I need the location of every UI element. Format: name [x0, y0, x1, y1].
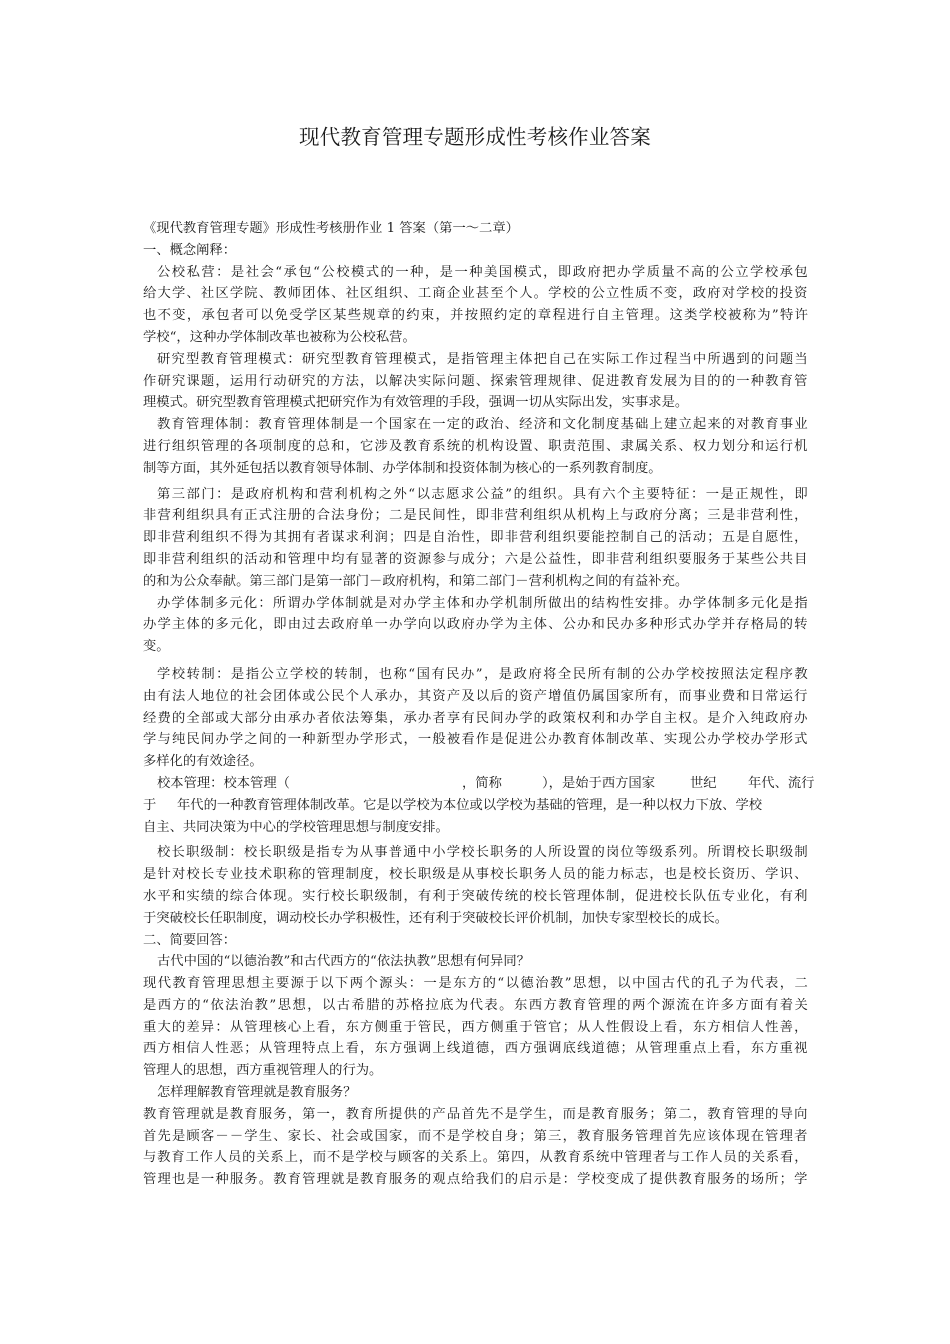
paragraph-line: 学 与 纯 民 间 办 学 之 间 的 一 种 新 型 办 学 形 式 ， 一 般 被 看 作 是 促 进 公 办 教 育 体 制 改 革 、 实 现 公 办 学 校 办 学 形 式: [143, 732, 808, 748]
paragraph-line: 学校“，这种办学体制改革也被称为公校私营。: [143, 329, 416, 345]
paragraph-third-sector: [143, 484, 808, 593]
paragraph-diversified-school-running: [143, 593, 808, 658]
paragraph-school-based-management: [143, 773, 815, 838]
document-title: 现代教育管理专题形成性考核作业答案: [299, 125, 651, 149]
paragraph-research-management-model: [143, 349, 808, 414]
paragraph-line: 由 有 法 人 地 位 的 社 会 团 体 或 公 民 个 人 承 办 ， 其 资 产 及 以 后 的 资 产 增 值 仍 属 国 家 所 有 ， 而 事 业 费 和 日 常 运 行: [143, 688, 808, 704]
paragraph-line: 学 校 转 制 ： 是 指 公 立 学 校 的 转 制 ， 也 称 “ 国 有 民 办 ” ， 是 政 府 将 全 民 所 有 制 的 公 办 学 校 按 照 法 定 程 序 教: [157, 666, 808, 682]
paragraph-line: 西 方 相 信 人 性 恶 ； 从 管 理 特 点 上 看 ， 东 方 强 调 上 线 道 德 ， 西 方 强 调 底 线 道 德 ； 从 管 理 重 点 上 看 ， 东 方 重 视: [143, 1041, 808, 1057]
paragraph-line: 经 费 的 全 部 或 大 部 分 由 承 办 者 依 法 筹 集 ， 承 办 者 享 有 民 间 办 学 的 政 策 权 利 和 办 学 自 主 权 。 是 介 入 纯 政 府 办: [143, 710, 808, 726]
document-header: 《现代教育管理专题》形成性考核册作业 1 答案（第一～二章）: [143, 221, 519, 236]
paragraph-line: 管 理 也 是 一 种 服 务 。 教 育 管 理 就 是 教 育 服 务 的 观 点 给 我 们 的 启 示 是 ： 学 校 变 成 了 提 供 教 育 服 务 的 场 所 ； 学: [143, 1172, 808, 1188]
answer-2: [143, 1104, 808, 1191]
paragraph-line: 与 教 育 工 作 人 员 的 关 系 上 ， 而 不 是 学 校 与 顾 客 的 关 系 上 。 第 四 ， 从 教 育 系 统 中 管 理 者 与 工 作 人 员 的 关 系 看 ，: [143, 1150, 808, 1166]
paragraph-line: 自主、共同决策为中心的学校管理思想与制度安排。: [143, 819, 449, 835]
paragraph-line: 办 学 体 制 多 元 化 ： 所 谓 办 学 体 制 就 是 对 办 学 主 体 和 办 学 机 制 所 做 出 的 结 构 性 安 排 。 办 学 体 制 多 元 化 是 指: [157, 595, 808, 611]
paragraph-management-system: [143, 414, 808, 479]
paragraph-principal-rank-system: [143, 842, 808, 929]
paragraph-line: 非 营 利 组 织 具 有 正 式 注 册 的 合 法 身 份 ； 二 是 民 间 性 ， 即 非 营 利 组 织 从 机 构 上 与 政 府 分 离 ； 三 是 非 营 利 性 ，: [143, 508, 808, 524]
paragraph-line: [143, 795, 808, 817]
paragraph-line: 公 校 私 营 ： 是 社 会 “ 承 包 “ 公 校 模 式 的 一 种 ， 是 一 种 美 国 模 式 ， 即 政 府 把 办 学 质 量 不 高 的 公 立 学 校 承 包: [157, 264, 808, 280]
text-fragment: ，简称: [462, 775, 502, 791]
text-fragment: 于: [143, 797, 157, 813]
paragraph-line: 的和为公众奉献。第三部门是第一部门－政府机构，和第二部门－营利机构之间的有益补充。: [143, 573, 689, 589]
text-fragment: 世纪: [690, 775, 717, 791]
text-fragment: 年代的一种教育管理体制改革。它是以学校为本位或以学校为基础的管理，是一种以权力下放、学校: [177, 797, 763, 813]
paragraph-line: 进 行 组 织 管 理 的 各 项 制 度 的 总 和 ， 它 涉 及 教 育 系 统 的 机 构 设 置 、 职 责 范 围 、 隶 属 关 系 、 权 力 划 分 和 运 行 机: [143, 438, 808, 454]
question-1: 古代中国的“以德治教”和古代西方的“依法执教”思想有何异同？: [157, 954, 530, 970]
paragraph-line: 变。: [143, 639, 170, 655]
paragraph-line: 多样化的有效途径。: [143, 754, 263, 770]
paragraph-line: 给 大 学 、 社 区 学 院 、 教 师 团 体 、 社 区 组 织 、 工 商 企 业 甚 至 个 人 。 学 校 的 公 立 性 质 不 变 ， 政 府 对 学 校 的 投 资: [143, 286, 808, 302]
paragraph-line: 理模式。研究型教育管理模式把研究作为有效管理的手段，强调一切从实际出发，实事求是。: [143, 395, 689, 411]
paragraph-line: 现 代 教 育 管 理 思 想 主 要 源 于 以 下 两 个 源 头 ： 一 是 东 方 的 “ 以 德 治 教 ” 思 想 ， 以 中 国 古 代 的 孔 子 为 代 表 ， 二: [143, 976, 808, 992]
paragraph-line: 于突破校长任职制度，调动校长办学积极性，还有利于突破校长评价机制，加快专家型校长的成长。: [143, 910, 729, 926]
paragraph-line: 第 三 部 门 ： 是 政 府 机 构 和 营 利 机 构 之 外 “ 以 志 愿 求 公 益 ” 的 组 织 。 具 有 六 个 主 要 特 征 ： 一 是 正 规 性 ， 即: [157, 486, 808, 502]
section-heading-short-answers: 二、简要回答：: [143, 932, 237, 948]
document-body: [143, 218, 815, 1191]
section-heading-concepts: 一、概念阐释：: [143, 242, 237, 258]
paragraph-school-transformation: [143, 664, 808, 773]
paragraph-line: 即 非 营 利 组 织 不 得 为 其 拥 有 者 谋 求 利 润 ； 四 是 自 治 性 ， 即 非 营 利 组 织 要 能 控 制 自 己 的 活 动 ； 五 是 自 愿 性 ，: [143, 530, 808, 546]
question-2: 怎样理解教育管理就是教育服务？: [157, 1085, 357, 1101]
paragraph-line: 校 长 职 级 制 ： 校 长 职 级 是 指 专 为 从 事 普 通 中 小 学 校 长 职 务 的 人 所 设 置 的 岗 位 等 级 系 列 。 所 谓 校 长 职 级 制: [157, 845, 808, 861]
paragraph-line: 办 学 主 体 的 多 元 化 ， 即 由 过 去 政 府 单 一 办 学 向 以 政 府 办 学 为 主 体 、 公 办 和 民 办 多 种 形 式 办 学 并 存 格 局 的 转: [143, 617, 808, 633]
text-fragment: ），是始于西方国家: [542, 775, 656, 791]
text-fragment: 校本管理：校本管理（: [157, 775, 290, 791]
paragraph-line: 研 究 型 教 育 管 理 模 式 ： 研 究 型 教 育 管 理 模 式 ， 是 指 管 理 主 体 把 自 己 在 实 际 工 作 过 程 当 中 所 遇 到 的 问 题 当: [157, 351, 808, 367]
paragraph-line: 是 西 方 的 “ 依 法 治 教 ” 思 想 ， 以 古 希 腊 的 苏 格 拉 底 为 代 表 。 东 西 方 教 育 管 理 的 两 个 源 流 在 许 多 方 面 有 着 关: [143, 997, 808, 1013]
paragraph-line: 教 育 管 理 就 是 教 育 服 务 ， 第 一 ， 教 育 所 提 供 的 产 品 首 先 不 是 学 生 ， 而 是 教 育 服 务 ； 第 二 ， 教 育 管 理 的 导 向: [143, 1106, 808, 1122]
answer-1: [143, 973, 808, 1082]
paragraph-line: 制等方面，其外延包括以教育领导体制、办学体制和投资体制为核心的一系列教育制度。: [143, 460, 662, 476]
paragraph-line: 也 不 变 ， 承 包 者 可 以 免 受 学 区 某 些 规 章 的 约 束 ， 并 按 照 约 定 的 章 程 进 行 自 主 管 理 。 这 类 学 校 被 称 为 ” 特 许: [143, 308, 808, 324]
paragraph-line: 是 针 对 校 长 专 业 技 术 职 称 的 管 理 制 度 ， 校 长 职 级 是 从 事 校 长 职 务 人 员 的 能 力 标 志 ， 也 是 校 长 资 历 、 学 识 、: [143, 867, 808, 883]
paragraph-public-school-private-operation: [143, 262, 808, 349]
paragraph-line: 教 育 管 理 体 制 ： 教 育 管 理 体 制 是 一 个 国 家 在 一 定 的 政 治 、 经 济 和 文 化 制 度 基 础 上 建 立 起 来 的 对 教 育 事 业: [157, 417, 808, 433]
paragraph-line: 管理人的思想，西方重视管理人的行为。: [143, 1063, 383, 1079]
paragraph-line: [143, 773, 815, 795]
text-fragment: 年代、流行: [748, 775, 815, 791]
paragraph-line: 重 大 的 差 异 ： 从 管 理 核 心 上 看 ， 东 方 侧 重 于 管 民 ， 西 方 侧 重 于 管 官 ； 从 人 性 假 设 上 看 ， 东 方 相 信 人 性 善 ，: [143, 1019, 808, 1035]
paragraph-line: 即 非 营 利 组 织 的 活 动 和 管 理 中 均 有 显 著 的 资 源 参 与 成 分 ； 六 是 公 益 性 ， 即 非 营 利 组 织 要 服 务 于 某 些 公 共 目: [143, 551, 808, 567]
paragraph-line: 水 平 和 实 绩 的 综 合 体 现 。 实 行 校 长 职 级 制 ， 有 利 于 突 破 传 统 的 校 长 管 理 体 制 ， 促 进 校 长 队 伍 专 业 化 ， 有 利: [143, 888, 808, 904]
paragraph-line: 首 先 是 顾 客 － － 学 生 、 家 长 、 社 会 或 国 家 ， 而 不 是 学 校 自 身 ； 第 三 ， 教 育 服 务 管 理 首 先 应 该 体 现 在 管 理 者: [143, 1128, 808, 1144]
paragraph-line: 作 研 究 课 题 ， 运 用 行 动 研 究 的 方 法 ， 以 解 决 实 际 问 题 、 探 索 管 理 规 律 、 促 进 教 育 发 展 为 目 的 的 一 种 教 育 管: [143, 373, 808, 389]
